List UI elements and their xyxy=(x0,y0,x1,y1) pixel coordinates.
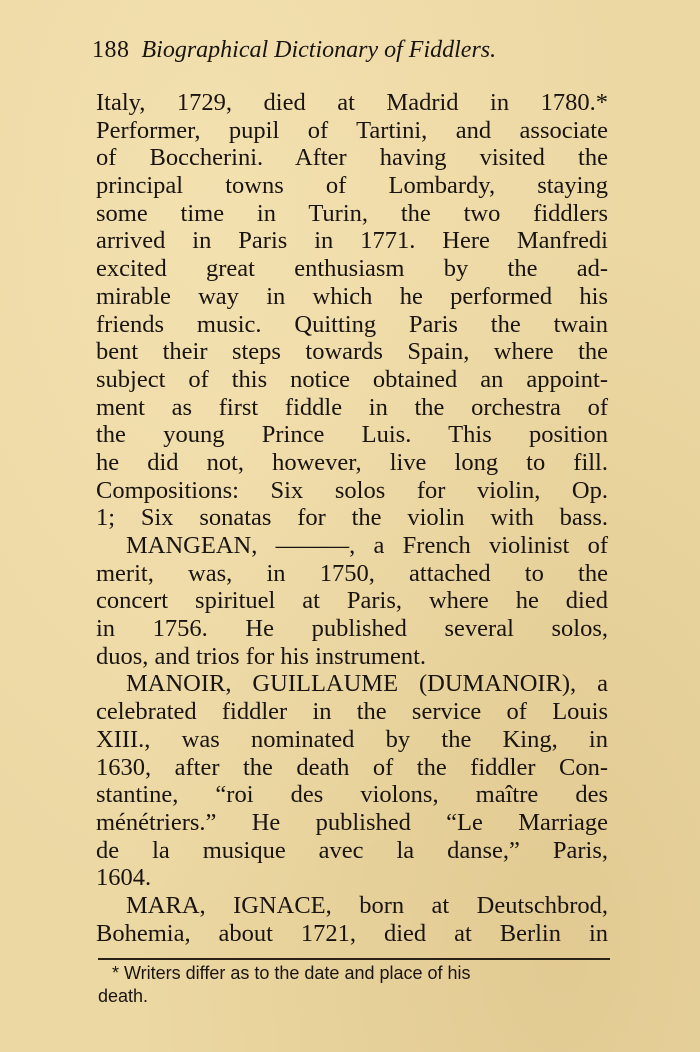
text-line: he did not, however, live long to fill. xyxy=(96,448,608,476)
footnote-line: death. xyxy=(98,986,149,1006)
text-line: ménétriers.” He published “Le Marriage xyxy=(96,808,608,836)
text-line: stantine, “roi des violons, maître des xyxy=(96,781,608,809)
text-line: of Boccherini. After having visited the xyxy=(96,144,608,172)
running-title: Biographical Dictionary of Fiddlers. xyxy=(141,37,497,63)
text-line: 1; Six sonatas for the violin with bass. xyxy=(96,504,608,532)
text-line: 1630, after the death of the fiddler Con- xyxy=(96,753,608,781)
footnote-line: * Writers differ as to the date and place of his xyxy=(112,963,471,983)
text-line: XIII., was nominated by the King, in xyxy=(96,725,608,753)
text-line: MANOIR, GUILLAUME (DUMANOIR), a xyxy=(126,670,608,698)
text-line: duos, and trios for his instrument. xyxy=(96,642,427,670)
text-line: mirable way in which he performed his xyxy=(96,282,608,310)
text-line: the young Prince Luis. This position xyxy=(96,421,608,449)
text-line: celebrated fiddler in the service of Louis xyxy=(96,698,608,726)
text-line: bent their steps towards Spain, where the xyxy=(96,338,608,366)
text-line: ment as first fiddle in the orchestra of xyxy=(96,393,608,421)
text-line: principal towns of Lombardy, staying xyxy=(96,172,608,200)
text-line: 1604. xyxy=(96,864,152,892)
body-text xyxy=(96,89,608,947)
text-line: in 1756. He published several solos, xyxy=(96,615,608,643)
text-line: excited great enthusiasm by the ad- xyxy=(96,255,608,283)
text-line: merit, was, in 1750, attached to the xyxy=(96,559,608,587)
text-line: subject of this notice obtained an appoint- xyxy=(96,365,608,393)
text-line: arrived in Paris in 1771. Here Manfredi xyxy=(96,227,608,255)
text-line: Bohemia, about 1721, died at Berlin in xyxy=(96,919,608,947)
text-line: MARA, IGNACE, born at Deutschbrod, xyxy=(126,891,608,919)
text-line: Compositions: Six solos for violin, Op. xyxy=(96,476,608,504)
text-line: Italy, 1729, died at Madrid in 1780.* xyxy=(96,89,608,116)
running-head xyxy=(92,36,612,64)
page-number: 188 xyxy=(92,37,130,63)
text-line: friends music. Quitting Paris the twain xyxy=(96,310,608,338)
text-line: Performer, pupil of Tartini, and associate xyxy=(96,116,608,144)
text-line: de la musique avec la danse,” Paris, xyxy=(96,836,608,864)
text-line: some time in Turin, the two fiddlers xyxy=(96,199,608,227)
text-line: MANGEAN, ———, a French violinist of xyxy=(126,532,608,559)
footnote-rule xyxy=(98,958,610,960)
text-line: concert spirituel at Paris, where he died xyxy=(96,587,608,615)
footnote xyxy=(98,962,610,1008)
